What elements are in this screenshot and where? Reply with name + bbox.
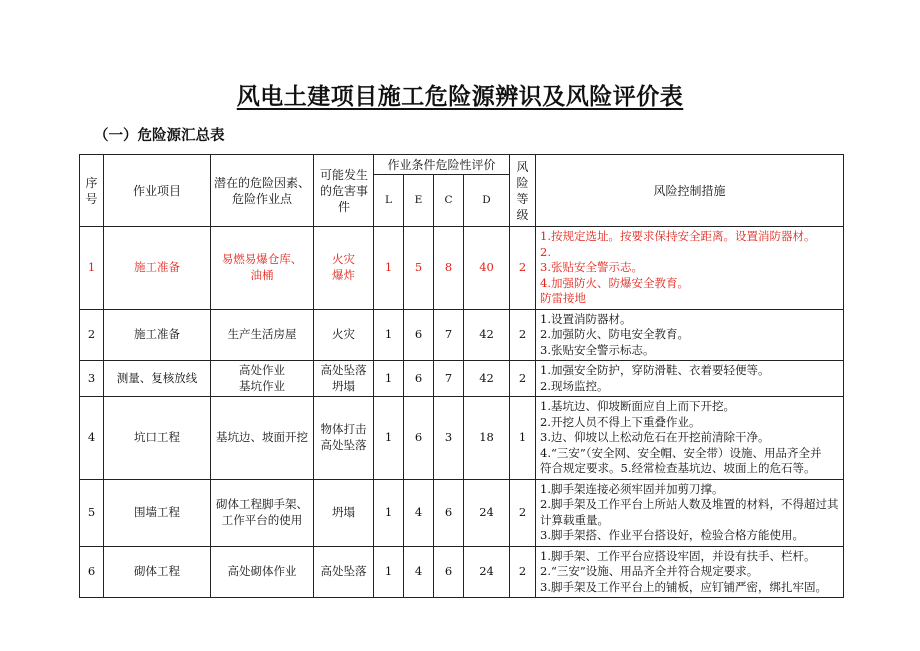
row-measures — [536, 397, 844, 480]
row-hazard-line: 易燃易爆仓库、 — [221, 252, 303, 267]
row-event-line: 物体打击 — [320, 422, 367, 437]
row-measures-line: 3.张贴安全警示志。 — [540, 260, 643, 274]
row-item: 围墙工程 — [104, 479, 211, 546]
row-hazard-line: 工作平台的使用 — [221, 512, 303, 527]
table-row — [80, 479, 844, 546]
row-level: 2 — [510, 361, 536, 397]
row-D: 42 — [464, 309, 510, 361]
row-no: 6 — [80, 546, 104, 598]
row-D: 18 — [464, 397, 510, 480]
row-measures-line: 2.脚手架及工作平台上所站人数及堆置的材料，不得超过其 — [540, 497, 839, 511]
row-E: 4 — [404, 546, 434, 598]
row-measures-line: 2. — [540, 244, 551, 259]
header-E: E — [404, 175, 434, 227]
row-hazard-line: 基坑作业 — [239, 378, 285, 393]
header-row — [80, 155, 844, 175]
row-L: 1 — [374, 397, 404, 480]
row-hazard-line: 油桶 — [250, 267, 274, 282]
table-row — [80, 546, 844, 598]
header-C: C — [434, 175, 464, 227]
header-L: L — [374, 175, 404, 227]
row-measures-line: 符合规定要求。5.经常检查基坑边、坡面上的危石等。 — [540, 461, 816, 475]
row-event — [314, 546, 374, 598]
row-event-line: 火灾 — [332, 252, 355, 267]
table-row — [80, 397, 844, 480]
row-D: 24 — [464, 546, 510, 598]
header-no: 序号 — [80, 155, 104, 227]
row-E: 6 — [404, 361, 434, 397]
row-item: 坑口工程 — [104, 397, 211, 480]
row-hazard-line: 基坑边、坡面开挖 — [216, 430, 308, 444]
row-L: 1 — [374, 361, 404, 397]
row-event — [314, 309, 374, 361]
row-measures-line: 2.“三安”设施、用品齐全并符合规定要求。 — [540, 564, 759, 578]
row-L: 1 — [374, 227, 404, 310]
section-subtitle: （一）危险源汇总表 — [94, 128, 225, 144]
row-item: 施工准备 — [104, 227, 211, 310]
row-hazard — [211, 397, 314, 480]
row-measures-line: 1.脚手架、工作平台应搭设牢固，并设有扶手、栏杆。 — [540, 548, 816, 563]
header-item: 作业项目 — [104, 155, 211, 227]
row-no: 1 — [80, 227, 104, 310]
row-hazard — [211, 546, 314, 598]
row-D: 24 — [464, 479, 510, 546]
table-row — [80, 309, 844, 361]
row-E: 4 — [404, 479, 434, 546]
row-item: 测量、复核放线 — [104, 361, 211, 397]
row-L: 1 — [374, 479, 404, 546]
row-hazard — [211, 227, 314, 310]
row-event — [314, 361, 374, 397]
row-C: 7 — [434, 309, 464, 361]
row-hazard — [211, 479, 314, 546]
row-measures — [536, 479, 844, 546]
row-measures-line: 4.“三安”（安全网、安全帽、安全带）设施、用品齐全并 — [540, 445, 822, 460]
row-hazard-line: 生产生活房屋 — [227, 327, 297, 341]
row-C: 3 — [434, 397, 464, 480]
row-L: 1 — [374, 546, 404, 598]
row-measures-line: 2.现场监控。 — [540, 378, 609, 393]
document-title: 风电土建项目施工危险源辨识及风险评价表 — [236, 84, 684, 110]
row-level: 2 — [510, 479, 536, 546]
row-item: 砌体工程 — [104, 546, 211, 598]
row-event-line: 爆炸 — [332, 267, 355, 282]
header-eval-group: 作业条件危险性评价 — [374, 155, 510, 175]
row-C: 7 — [434, 361, 464, 397]
row-D: 42 — [464, 361, 510, 397]
row-measures-line: 2.加强防火、防电安全教育。 — [540, 327, 689, 341]
row-event-line: 高处坠落 — [320, 437, 367, 452]
row-no: 2 — [80, 309, 104, 361]
row-no: 5 — [80, 479, 104, 546]
row-measures-line: 3.脚手架搭、作业平台搭设好，检验合格方能使用。 — [540, 528, 804, 542]
table-row — [80, 227, 844, 310]
row-hazard-line: 高处砌体作业 — [227, 564, 297, 578]
row-event-line: 高处坠落 — [320, 363, 367, 377]
header-event: 可能发生的危害事件 — [314, 155, 374, 227]
row-measures — [536, 546, 844, 598]
row-E: 5 — [404, 227, 434, 310]
row-measures-line: 1.按规定选址。按要求保持安全距离。设置消防器材。 — [540, 229, 816, 243]
row-measures-line: 1.加强安全防护，穿防滑鞋、衣着要轻便等。 — [540, 363, 770, 377]
row-measures-line: 1.脚手架连接必须牢固并加剪刀撑。 — [540, 481, 724, 496]
row-measures-line: 3.边、仰坡以上松动危石在开挖前清除干净。 — [540, 430, 770, 444]
row-level: 1 — [510, 397, 536, 480]
row-level: 2 — [510, 546, 536, 598]
row-measures-line: 1.基坑边、仰坡断面应自上而下开挖。 — [540, 399, 735, 413]
row-event — [314, 397, 374, 480]
row-level: 2 — [510, 227, 536, 310]
row-hazard-line: 砌体工程脚手架、 — [216, 497, 308, 511]
row-measures — [536, 227, 844, 310]
row-measures-line: 3.张贴安全警示标志。 — [540, 342, 655, 357]
row-measures-line: 防雷接地 — [540, 291, 587, 305]
row-L: 1 — [374, 309, 404, 361]
row-hazard — [211, 309, 314, 361]
row-no: 3 — [80, 361, 104, 397]
table-row — [80, 361, 844, 397]
row-measures-line: 2.开挖人员不得上下重叠作业。 — [540, 414, 701, 429]
row-hazard-line: 高处作业 — [239, 363, 285, 377]
row-measures — [536, 361, 844, 397]
row-level: 2 — [510, 309, 536, 361]
row-item: 施工准备 — [104, 309, 211, 361]
row-C: 6 — [434, 546, 464, 598]
row-event-line: 坍塌 — [332, 378, 355, 393]
row-measures-line: 3.脚手架及工作平台上的铺板，应钉铺严密，绑扎牢固。 — [540, 579, 827, 594]
row-E: 6 — [404, 309, 434, 361]
header-hazard: 潜在的危险因素、危险作业点 — [211, 155, 314, 227]
header-level: 风险等级 — [510, 155, 536, 227]
header-D: D — [464, 175, 510, 227]
row-C: 6 — [434, 479, 464, 546]
row-event-line: 火灾 — [332, 327, 355, 341]
hazard-table — [79, 154, 844, 598]
row-E: 6 — [404, 397, 434, 480]
row-hazard — [211, 361, 314, 397]
row-D: 40 — [464, 227, 510, 310]
row-measures-line: 计算载重量。 — [540, 512, 610, 527]
row-C: 8 — [434, 227, 464, 310]
header-measures: 风险控制措施 — [536, 155, 844, 227]
row-measures-line: 1.设置消防器材。 — [540, 311, 632, 326]
row-event — [314, 479, 374, 546]
row-measures — [536, 309, 844, 361]
row-measures-line: 4.加强防火、防爆安全教育。 — [540, 275, 689, 290]
row-event-line: 高处坠落 — [320, 564, 367, 578]
row-event — [314, 227, 374, 310]
row-event-line: 坍塌 — [332, 504, 355, 519]
row-no: 4 — [80, 397, 104, 480]
